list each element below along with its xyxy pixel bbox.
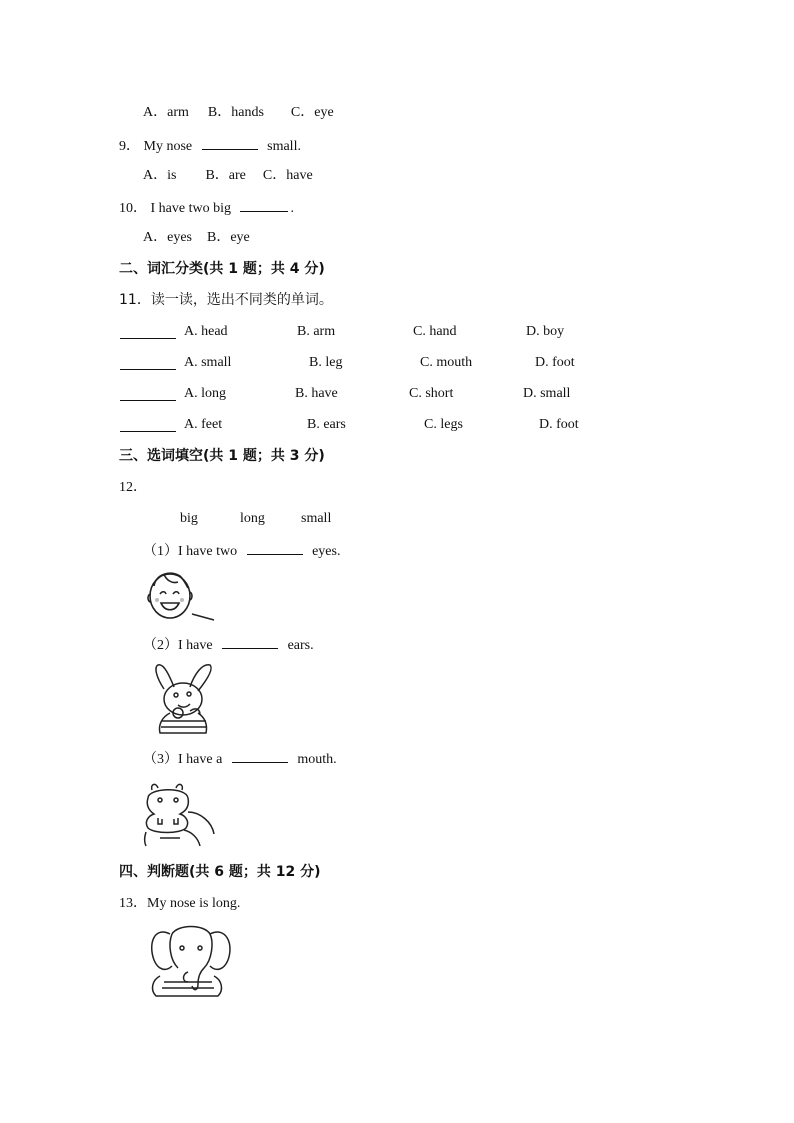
item-text-before: I have (178, 638, 213, 653)
item-label: （1） (143, 544, 178, 559)
q12-item-3 (143, 749, 337, 769)
option-c[interactable]: C．eye (290, 105, 334, 120)
hippo-image (140, 782, 220, 848)
option-b[interactable]: B. have (295, 386, 338, 401)
option-a[interactable]: A．eyes (143, 230, 192, 245)
item-label: （2） (143, 638, 178, 653)
option-d[interactable]: D. boy (526, 324, 565, 339)
rabbit-image (150, 661, 222, 735)
answer-blank[interactable] (247, 541, 303, 555)
answer-blank[interactable] (240, 198, 288, 212)
option-a[interactable]: A. feet (184, 417, 223, 432)
option-d[interactable]: D. foot (539, 417, 579, 432)
question-text-after: small. (267, 139, 301, 154)
option-b[interactable]: B．are (205, 168, 246, 183)
section-heading-2: 二、词汇分类(共 1 题；共 4 分) (119, 261, 325, 277)
section-heading-3: 三、选词填空(共 1 题；共 3 分) (119, 448, 325, 464)
boy-face-image (144, 568, 216, 624)
section-heading-4: 四、判断题(共 6 题；共 12 分) (119, 864, 321, 880)
option-b[interactable]: B．eye (207, 230, 250, 245)
elephant-image (148, 920, 240, 1000)
option-c[interactable]: C. legs (424, 417, 463, 432)
answer-blank[interactable] (120, 356, 176, 370)
answer-blank[interactable] (120, 418, 176, 432)
word-bank-item: big (180, 511, 198, 526)
option-c[interactable]: C. short (409, 386, 454, 401)
word-bank-item: long (240, 511, 265, 526)
option-a[interactable]: A. long (184, 386, 226, 401)
question-13: 13．My nose is long. (119, 896, 241, 911)
item-text-after: eyes. (312, 544, 341, 559)
answer-blank[interactable] (232, 749, 288, 763)
question-number: 9． (119, 139, 140, 154)
q12-item-2 (143, 635, 314, 655)
option-a[interactable]: A. head (184, 324, 228, 339)
answer-blank[interactable] (202, 136, 258, 150)
option-d[interactable]: D. small (523, 386, 571, 401)
question-text-before: I have two big (150, 201, 231, 216)
option-b[interactable]: B．hands (207, 105, 264, 120)
question-10 (119, 198, 294, 218)
answer-blank[interactable] (120, 325, 176, 339)
option-a[interactable]: A．arm (143, 105, 189, 120)
q10-options (143, 229, 250, 247)
q12-item-1 (143, 541, 340, 561)
option-c[interactable]: C. mouth (420, 355, 473, 370)
question-9 (119, 136, 301, 156)
question-text-after: . (290, 201, 294, 216)
answer-blank[interactable] (120, 387, 176, 401)
option-c[interactable]: C. hand (413, 324, 457, 339)
question-text-before: My nose (143, 139, 193, 154)
option-a[interactable]: A. small (184, 355, 232, 370)
item-text-before: I have two (178, 544, 238, 559)
option-d[interactable]: D. foot (535, 355, 575, 370)
option-b[interactable]: B. leg (309, 355, 343, 370)
option-a[interactable]: A．is (143, 168, 177, 183)
question-number: 10． (119, 201, 147, 216)
item-text-before: I have a (178, 752, 223, 767)
option-b[interactable]: B. ears (307, 417, 346, 432)
word-bank-item: small (301, 511, 332, 526)
item-text-after: mouth. (297, 752, 337, 767)
option-c[interactable]: C．have (262, 168, 313, 183)
q8-options (143, 104, 334, 122)
item-label: （3） (143, 752, 178, 767)
q9-options (143, 167, 313, 185)
option-b[interactable]: B. arm (297, 324, 336, 339)
answer-blank[interactable] (222, 635, 278, 649)
question-12-number: 12． (119, 480, 147, 495)
item-text-after: ears. (287, 638, 314, 653)
question-11-prompt: 11．读一读，选出不同类的单词。 (119, 292, 333, 308)
